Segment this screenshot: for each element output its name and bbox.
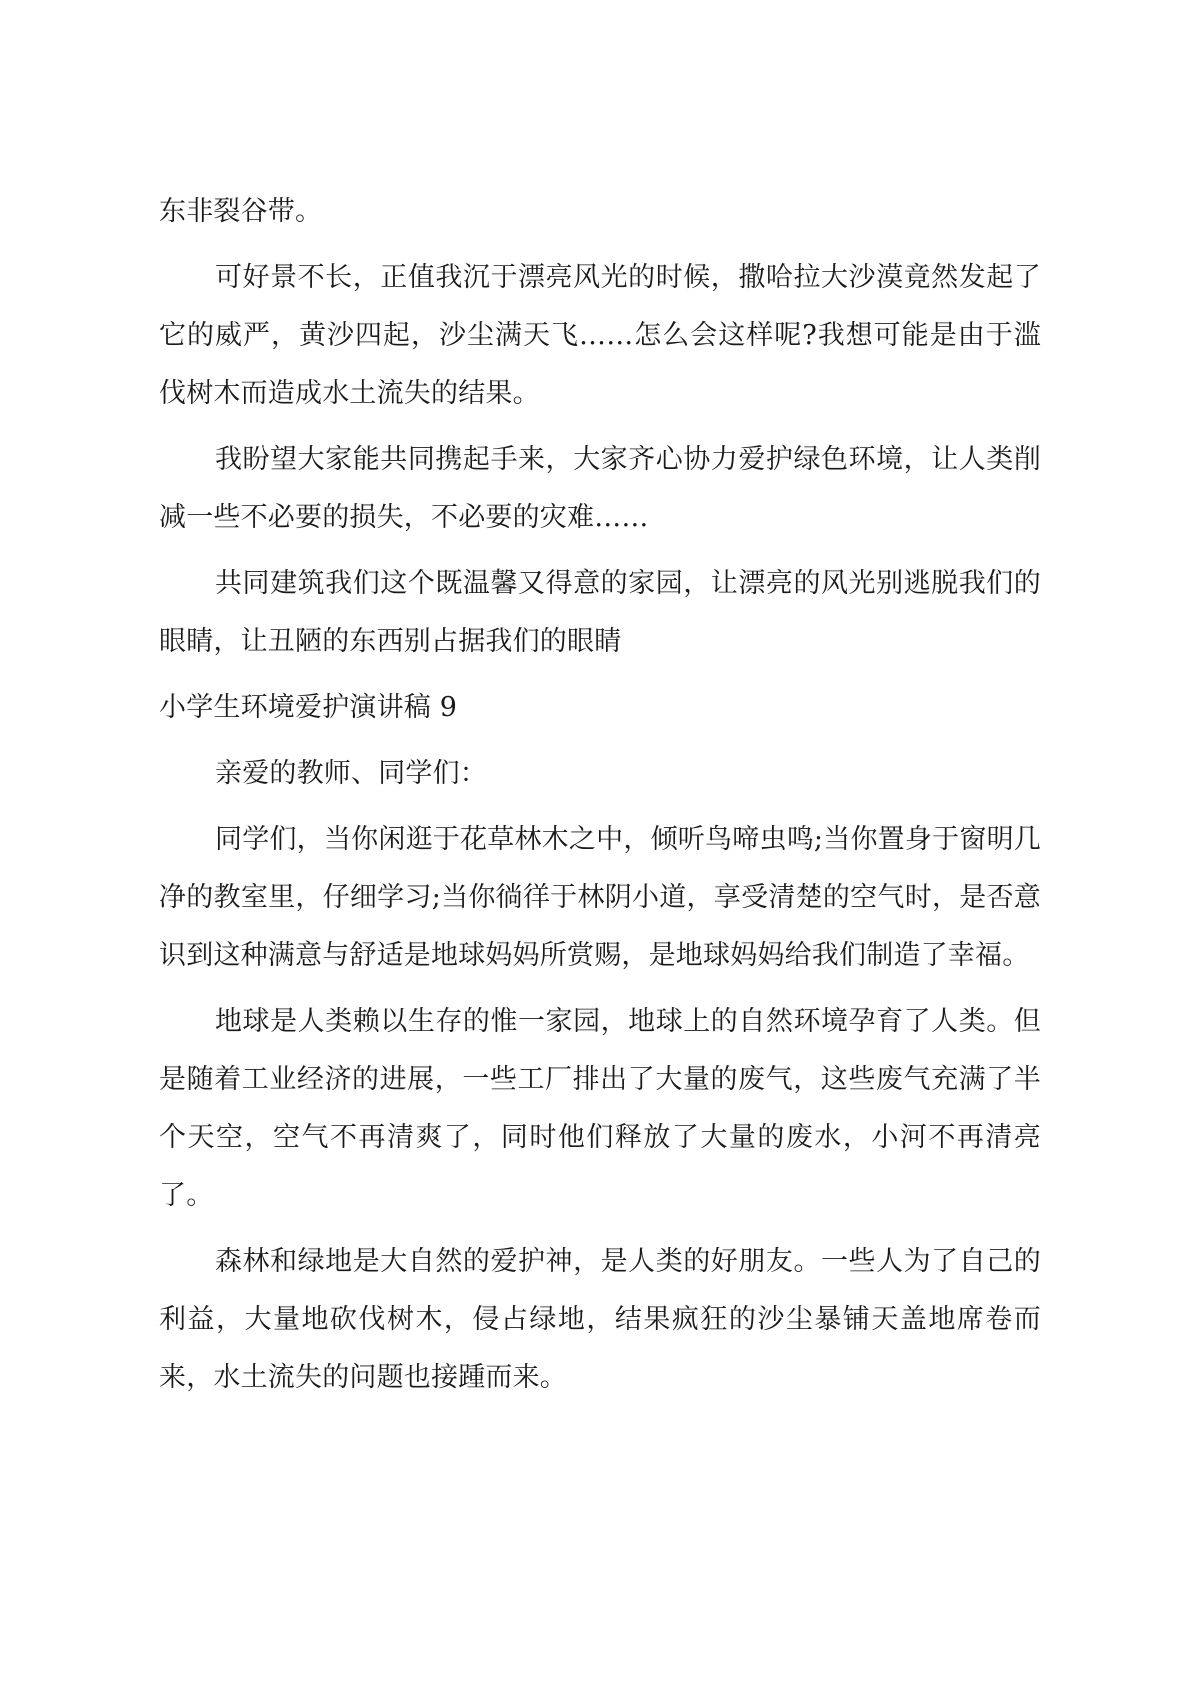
paragraph-appeal: 我盼望大家能共同携起手来，大家齐心协力爱护绿色环境，让人类削减一些不必要的损失，不必要的灾难……: [159, 444, 1041, 533]
paragraph-forests: 森林和绿地是大自然的爱护神，是人类的好朋友。一些人为了自己的利益，大量地砍伐树木，侵占绿地，结果疯狂的沙尘暴铺天盖地席卷而来，水土流失的问题也接踵而来。: [159, 1246, 1041, 1393]
paragraph-salutation: 亲爱的教师、同学们：: [215, 758, 487, 789]
paragraph-homeland: 共同建筑我们这个既温馨又得意的家园，让漂亮的风光别逃脱我们的眼睛，让丑陋的东西别占据我们的眼睛: [159, 568, 1041, 657]
paragraph-pollution: 地球是人类赖以生存的惟一家园，地球上的自然环境孕育了人类。但是随着工业经济的进展，一些工厂排出了大量的废气，这些废气充满了半个天空，空气不再清爽了，同时他们释放了大量的废水，小河不再清亮了。: [159, 1006, 1041, 1211]
document-body: [159, 183, 1041, 1415]
paragraph-earth-gift: 同学们，当你闲逛于花草林木之中，倾听鸟啼虫鸣;当你置身于窗明几净的教室里，仔细学习;当你徜徉于林阴小道，享受清楚的空气时，是否意识到这种满意与舒适是地球妈妈所赏赐，是地球妈妈给我们制造了幸福。: [159, 824, 1041, 971]
section-heading: 小学生环境爱护演讲稿 9: [159, 692, 458, 723]
paragraph-continuation: 东非裂谷带。: [159, 196, 323, 227]
paragraph-sandstorm: 可好景不长，正值我沉于漂亮风光的时候，撒哈拉大沙漠竟然发起了它的威严，黄沙四起，沙尘满天飞……怎么会这样呢?我想可能是由于滥伐树木而造成水土流失的结果。: [159, 262, 1041, 409]
